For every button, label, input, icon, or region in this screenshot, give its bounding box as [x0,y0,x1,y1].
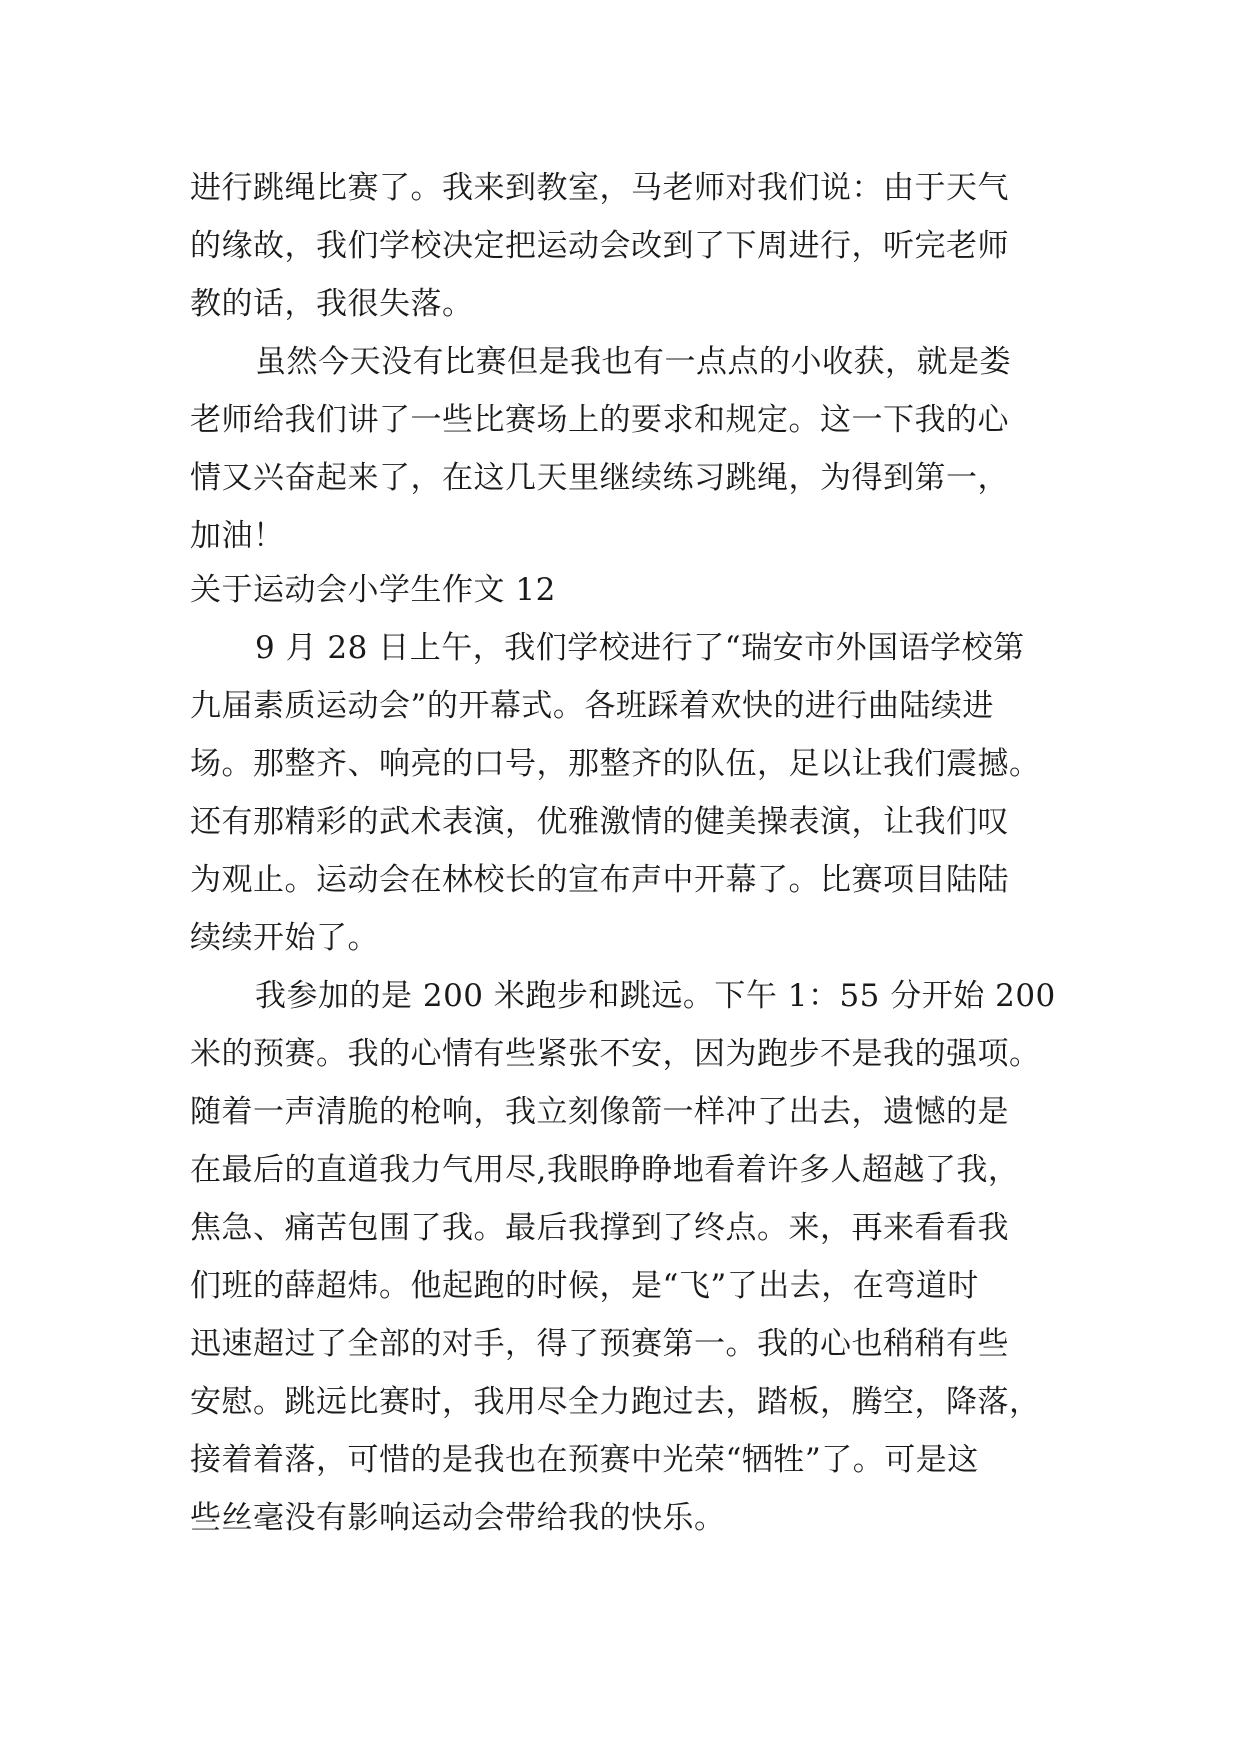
text-line: 加油！ [190,518,285,554]
text-line: 续续开始了。 [190,920,379,956]
text-line: 教的话，我很失落。 [190,286,474,322]
text-line: 九届素质运动会”的开幕式。各班踩着欢快的进行曲陆续进 [190,688,994,724]
text-line: 场。那整齐、响亮的口号，那整齐的队伍，足以让我们震撼。 [190,746,1041,782]
text-line: 焦急、痛苦包围了我。最后我撑到了终点。来，再来看看我 [190,1210,1009,1246]
text-line: 们班的薛超炜。他起跑的时候，是“飞”了出去，在弯道时 [190,1268,979,1304]
paragraph-first-line: 9 月 28 日上午，我们学校进行了“瑞安市外国语学校第 [255,630,1025,666]
text-line: 安慰。跳远比赛时，我用尽全力跑过去，踏板，腾空，降落， [190,1384,1041,1420]
text-line: 些丝毫没有影响运动会带给我的快乐。 [190,1500,726,1536]
text-line: 还有那精彩的武术表演，优雅激情的健美操表演，让我们叹 [190,804,1009,840]
text-line: 接着着落，可惜的是我也在预赛中光荣“牺牲”了。可是这 [190,1442,979,1478]
text-line: 进行跳绳比赛了。我来到教室，马老师对我们说：由于天气 [190,170,1009,206]
text-line: 迅速超过了全部的对手，得了预赛第一。我的心也稍稍有些 [190,1326,1009,1362]
section-heading: 关于运动会小学生作文 12 [190,572,556,608]
text-line: 米的预赛。我的心情有些紧张不安，因为跑步不是我的强项。 [190,1036,1041,1072]
text-line: 老师给我们讲了一些比赛场上的要求和规定。这一下我的心 [190,402,1009,438]
text-line: 随着一声清脆的枪响，我立刻像箭一样冲了出去，遗憾的是 [190,1094,1009,1130]
paragraph-first-line: 我参加的是 200 米跑步和跳远。下午 1：55 分开始 200 [255,978,1056,1014]
text-line: 为观止。运动会在林校长的宣布声中开幕了。比赛项目陆陆 [190,862,1009,898]
paragraph-first-line: 虽然今天没有比赛但是我也有一点点的小收获，就是娄 [255,344,1011,380]
text-line: 在最后的直道我力气用尽,我眼睁睁地看着许多人超越了我， [190,1152,1020,1188]
text-line: 的缘故，我们学校决定把运动会改到了下周进行，听完老师 [190,228,1009,264]
text-line: 情又兴奋起来了，在这几天里继续练习跳绳，为得到第一， [190,460,1009,496]
